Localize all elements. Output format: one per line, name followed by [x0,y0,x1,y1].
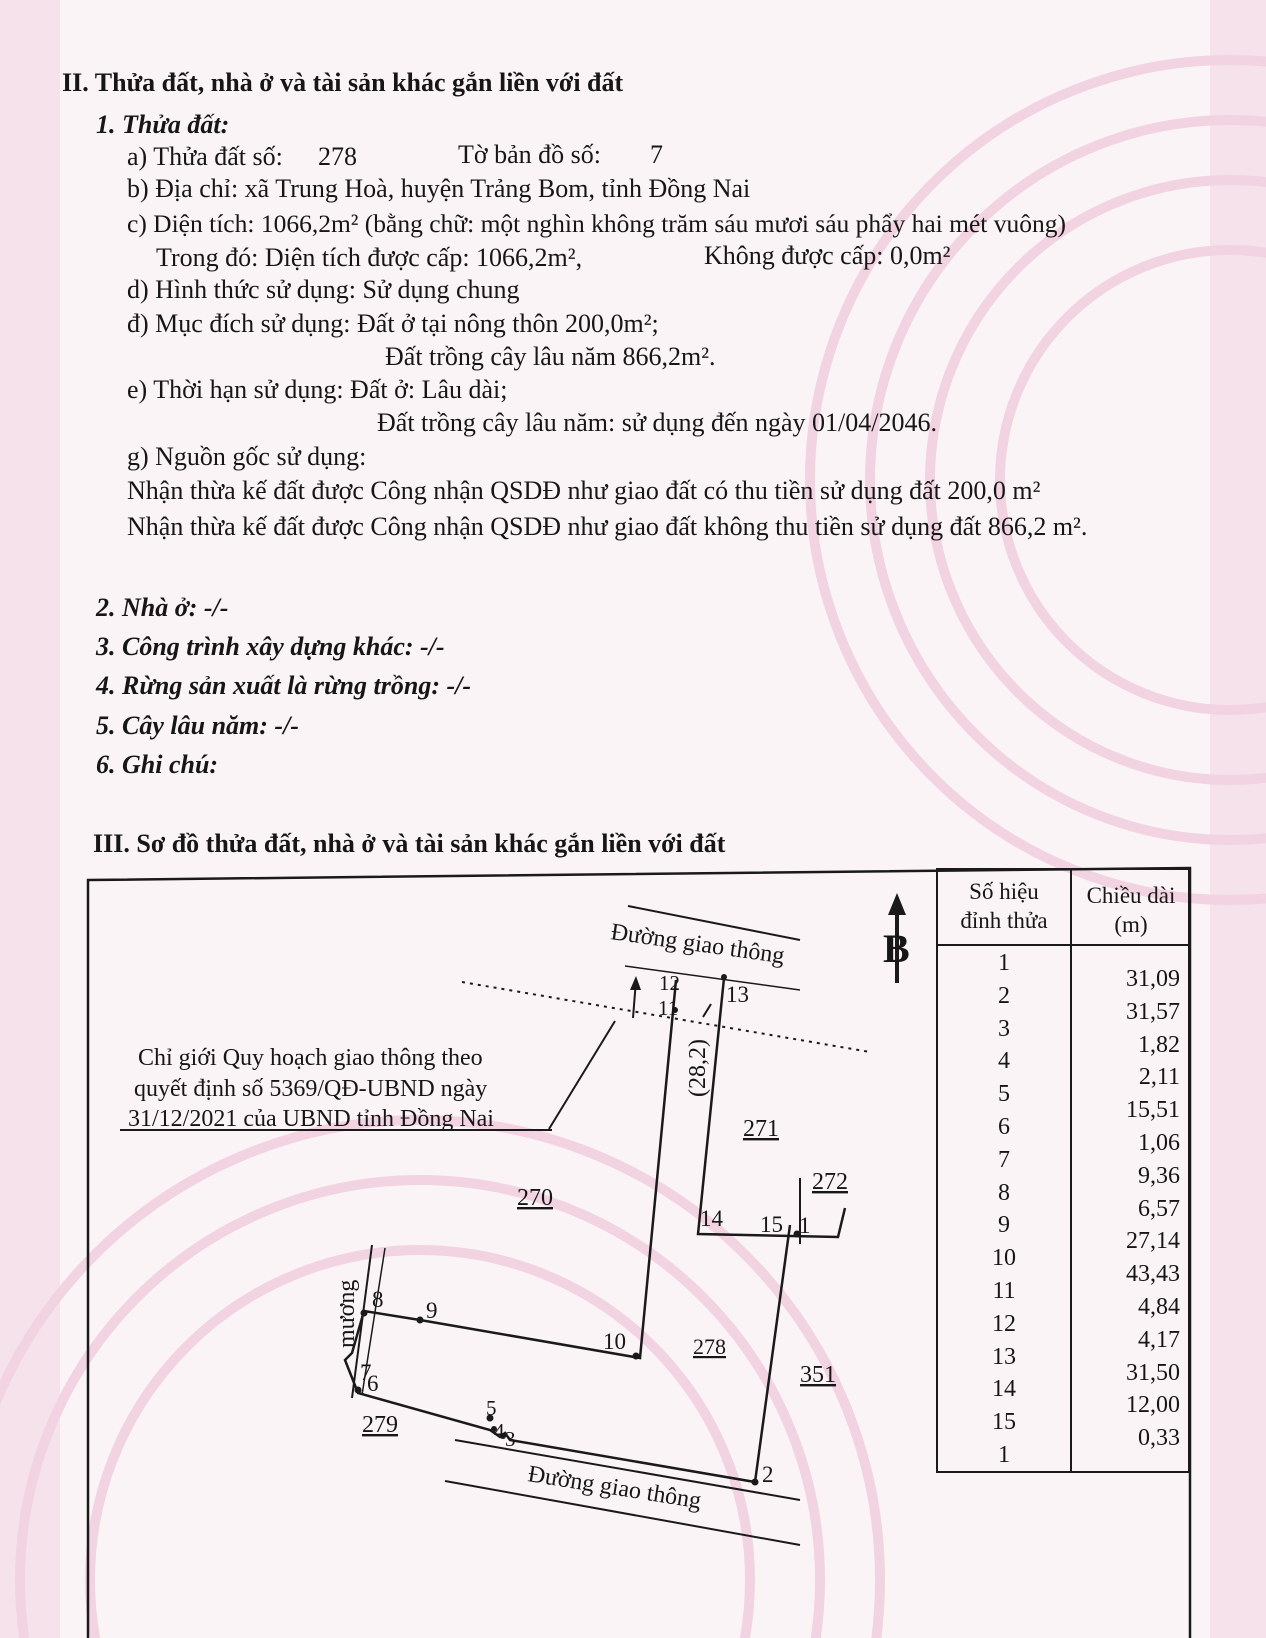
table-header-divider [938,944,1188,946]
area-line: c) Diện tích: 1066,2m² (bằng chữ: một nghìn không trăm sáu mươi sáu phẩy hai mét vuông) [127,209,1066,238]
table-length-cell: 31,09 [1126,966,1180,992]
road-top-line-2 [625,966,800,990]
parcel-271-label: 271 [743,1116,779,1142]
table-vertex-cell: 15 [992,1409,1016,1436]
parcel-271-boundary [698,978,845,1237]
ditch-label: mương [334,1279,360,1348]
vertex-label-4: 4 [494,1419,505,1443]
table-vertex-cell: 5 [998,1081,1010,1108]
table-vertex-cell: 10 [992,1245,1016,1272]
note-item: 6. Ghi chú: [96,750,219,779]
north-symbol: B [883,926,910,971]
table-vertex-cell: 2 [998,982,1010,1009]
other-construction-item: 3. Công trình xây dựng khác: -/- [96,632,445,661]
map-sheet-value: 7 [650,140,663,169]
origin-line-1: Nhận thừa kế đất được Công nhận QSDĐ như giao đất có thu tiền sử dụng đất 200,0 m² [127,476,1041,505]
dimension-tick [703,1004,711,1017]
table-vertex-cell: 1 [998,950,1010,976]
usage-purpose-1: đ) Mục đích sử dụng: Đất ở tại nông thôn 200,0m²; [127,309,659,338]
table-vertex-cell: 3 [998,1015,1010,1042]
parcel-number-value: 278 [318,142,357,171]
vertex-label-10: 10 [603,1329,626,1354]
table-vertex-cell: 9 [998,1212,1010,1239]
table-vertex-cell: 14 [992,1376,1016,1403]
section-3-title: III. Sơ đồ thửa đất, nhà ở và tài sản khác gắn liền với đất [93,829,726,858]
vertex-label-11: 11 [658,996,679,1020]
table-header-length-line-2: (m) [1114,911,1148,937]
width-dimension-label: (28,2) [685,1039,711,1097]
parcel-278-label: 278 [693,1334,726,1359]
table-vertex-cell: 13 [992,1343,1016,1370]
table-length-cell: 0,33 [1138,1425,1180,1452]
table-length-cell: 15,51 [1126,1097,1180,1124]
table-length-cell: 31,57 [1126,998,1180,1025]
usage-term-2: Đất trồng cây lâu năm: sử dụng đến ngày 01/04/2046. [377,408,937,437]
granted-area: Trong đó: Diện tích được cấp: 1066,2m², [156,243,583,272]
vertex-label-6: 6 [367,1371,379,1396]
usage-form: d) Hình thức sử dụng: Sử dụng chung [127,275,520,304]
vertex-label-9: 9 [426,1298,438,1323]
boundary-length-table [936,868,1190,1473]
table-header-vertex-line-1: Số hiệu [969,879,1039,904]
address-line: b) Địa chỉ: xã Trung Hoà, huyện Trảng Bom, tỉnh Đồng Nai [127,174,751,203]
road-bottom-label: Đường giao thông [526,1461,704,1515]
parcel-270-label: 270 [517,1185,553,1211]
planning-note-line-1: Chỉ giới Quy hoạch giao thông theo [138,1045,483,1071]
parcel-272-label: 272 [812,1169,848,1195]
vertex-dot-8 [361,1310,368,1317]
usage-term-1: e) Thời hạn sử dụng: Đất ở: Lâu dài; [127,375,508,404]
table-header-length-line-1: Chiều dài [1086,883,1176,908]
vertex-label-12: 12 [659,971,680,995]
vertex-label-8: 8 [372,1287,384,1312]
table-length-cell: 27,14 [1126,1228,1180,1255]
table-length-cell: 9,36 [1138,1162,1180,1189]
parcel-351-label: 351 [800,1362,836,1388]
planning-note-line-3: 31/12/2021 của UBND tỉnh Đồng Nai [128,1106,494,1132]
origin-title: g) Nguồn gốc sử dụng: [127,442,367,471]
not-granted-area: Không được cấp: 0,0m² [704,241,951,270]
land-parcel-heading: 1. Thửa đất: [96,110,230,139]
arrow-12-head [630,976,641,990]
table-vertex-cell: 12 [992,1310,1016,1337]
table-length-cell: 1,06 [1138,1130,1180,1156]
vertex-dot-10 [633,1353,640,1360]
table-length-cell: 4,17 [1138,1326,1180,1353]
table-length-cell: 43,43 [1126,1261,1180,1288]
vertex-label-2: 2 [762,1462,774,1487]
planning-note-line-2: quyết định số 5369/QĐ-UBND ngày [134,1076,488,1102]
north-arrow-icon [883,893,910,983]
vertex-label-3: 3 [505,1427,516,1451]
origin-line-2: Nhận thừa kế đất được Công nhận QSDĐ như giao đất không thu tiền sử dụng đất 866,2 m². [127,512,1088,541]
vertex-label-1: 1 [799,1213,811,1238]
table-length-cell: 4,84 [1138,1294,1180,1320]
perennial-tree-item: 5. Cây lâu năm: -/- [96,711,299,740]
section-2-title: II. Thửa đất, nhà ở và tài sản khác gắn liền với đất [62,68,624,97]
house-item: 2. Nhà ở: -/- [96,593,229,622]
vertex-label-5: 5 [486,1396,497,1420]
forest-item: 4. Rừng sản xuất là rừng trồng: -/- [96,671,472,700]
table-header-length [1070,882,1192,940]
table-vertex-cell: 6 [998,1114,1010,1140]
vertex-label-15: 15 [760,1212,783,1237]
table-vertex-cell: 4 [998,1048,1010,1075]
vertex-dot-2 [752,1479,759,1486]
parcel-number-label: a) Thửa đất số: [127,142,283,171]
table-length-cell: 12,00 [1126,1392,1180,1419]
vertex-dot-6 [355,1387,362,1394]
map-sheet-label: Tờ bản đồ số: [458,140,602,169]
table-vertex-cell: 8 [998,1179,1010,1206]
road-top-label: Đường giao thông [609,919,787,970]
vertex-label-13: 13 [726,982,749,1007]
vertex-label-14: 14 [700,1206,723,1231]
table-length-cell: 31,50 [1126,1359,1180,1386]
table-length-cell: 6,57 [1138,1195,1180,1222]
usage-purpose-2: Đất trồng cây lâu năm 866,2m². [385,342,716,371]
parcel-279-label: 279 [362,1412,398,1438]
table-length-cell: 1,82 [1138,1031,1180,1058]
vertex-dot-13 [721,974,727,980]
planning-leader-line [549,1021,615,1129]
table-vertex-cell: 7 [998,1146,1010,1173]
table-length-cell: 2,11 [1138,1064,1180,1091]
vertex-label-7: 7 [360,1360,372,1385]
table-header-vertex [938,878,1070,936]
table-vertex-cell: 1 [998,1442,1010,1468]
vertex-dot-9 [417,1317,424,1324]
table-header-vertex-line-2: đỉnh thửa [960,907,1048,933]
table-vertex-cell: 11 [992,1278,1016,1304]
